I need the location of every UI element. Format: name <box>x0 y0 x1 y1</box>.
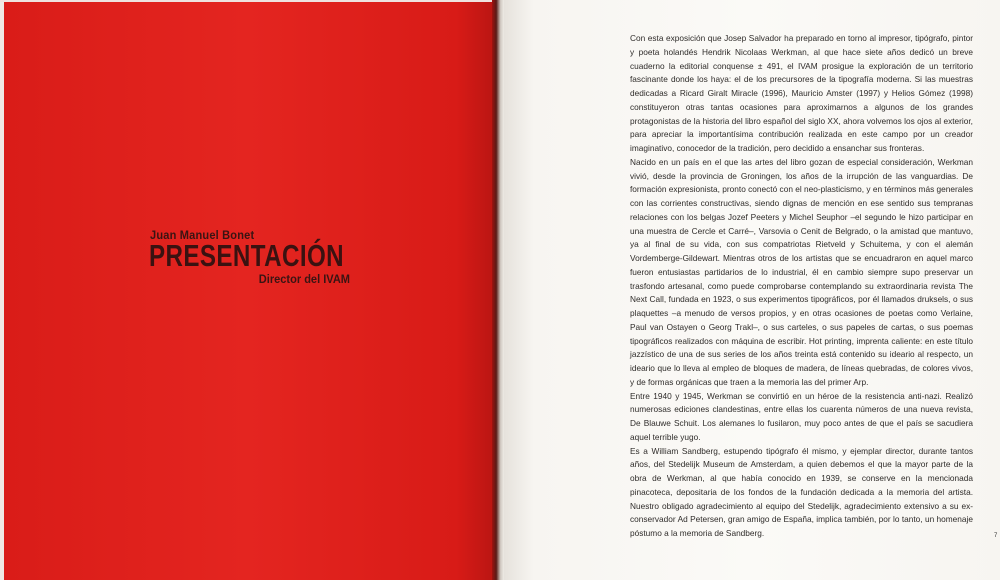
paragraph-2: Nacido en un país en el que las artes del libro gozan de especial consideración, Werkman vivió, desde la provincia de Groningen, los años de la irrupción de las vanguardias. De formación expresionista, pronto conectó con el neo-plasticismo, y en términos más generales con las corrientes constructivas, siendo dignas de mención en ese sentido sus tempranas relaciones con los belgas Jozef Peeters y Michel Seuphor –el segundo le hizo participar en una muestra de Cercle et Carré–, Varsovia o Cenit de Belgrado, o la amistad que mantuvo, ya al final de su vida, con sus compatriotas Rietveld y Schuitema, y con el alemán Vordemberge-Gildewart. Mientras otros de los artistas que se encuadraron en aquel marco fueron entusiastas partidarios de lo industrial, él en cambio siempre supo preservar un trasfondo artesanal, como puede comprobarse contemplando su extraordinaria revista The Next Call, fundada en 1923, o sus experimentos tipográficos, por él llamados druksels, o sus plaquettes –a menudo de versos propios, y en otras ocasiones de poetas como Verlaine, Paul van Ostayen o Georg Trakl–, o sus carteles, o sus papeles de cartas, o sus poemas tipográficos realizados con máquina de escribir. Hot printing, imprenta caliente: en este título jazzístico de una de sus series de los años treinta está contenido su ideario al respecto, un ideario que lo lleva al empleo de bloques de madera, de líneas quebradas, de colores vivos, y de formas orgánicas que traen a la memoria las del primer Arp. <box>630 156 973 387</box>
paragraph-4: Es a William Sandberg, estupendo tipógrafo él mismo, y ejemplar director, durante tantos años, del Stedelijk Museum de Amsterdam, a quien debemos el que la mayor parte de la obra de Werkman, al que había conocido en 1939, se conserve en la mencionada pinacoteca, depositaria de los fondos de la fundación dedicada a la memoria del artista. Nuestro obligado agradecimiento al equipo del Stedelijk, agradecimiento extensivo a su ex-conservador Ad Petersen, gran amigo de España, implica también, por lo tanto, un homenaje póstumo a la memoria de Sandberg. <box>630 445 973 538</box>
paragraph-1: Con esta exposición que Josep Salvador ha preparado en torno al impresor, tipógrafo, pintor y poeta holandés Hendrik Nicolaas Werkman, al que hace siete años dedicó un breve cuaderno la editorial conquense ± 491, el IVAM prosigue la exploración de un territorio fascinante donde los haya: el de los precursores de la tipografía moderna. Si las muestras dedicadas a Ricard Giralt Miracle (1996), Mauricio Amster (1997) y Helios Gómez (1998) constituyeron otras tantas ocasiones para aproximarnos a algunos de los grandes protagonistas de la historia del libro español del siglo XX, ahora volvemos los ojos al exterior, para apreciar la importantísima contribución realizada en este campo por un creador imaginativo, conocedor de la tradición, pero decidido a ensanchar sus fronteras. <box>630 33 973 153</box>
page-title: PRESENTACIÓN <box>149 238 345 273</box>
body-text-column <box>630 32 973 541</box>
left-page-red-cover <box>0 0 496 580</box>
author-name: Juan Manuel Bonet <box>150 228 255 242</box>
author-role: Director del IVAM <box>258 272 350 286</box>
left-page-top-edge <box>0 0 496 2</box>
left-page-edge <box>0 0 4 580</box>
paragraph-3: Entre 1940 y 1945, Werkman se convirtió en un héroe de la resistencia anti-nazi. Realizó numerosas ediciones clandestinas, entre ellas los cuarenta números de una nueva revista, De Blauwe Schuit. Los alemanes lo fusilaron, muy poco antes de que el país se sacudiera aquel terrible yugo. <box>630 390 973 442</box>
page-number: 7 <box>994 533 998 539</box>
book-gutter <box>492 0 504 580</box>
